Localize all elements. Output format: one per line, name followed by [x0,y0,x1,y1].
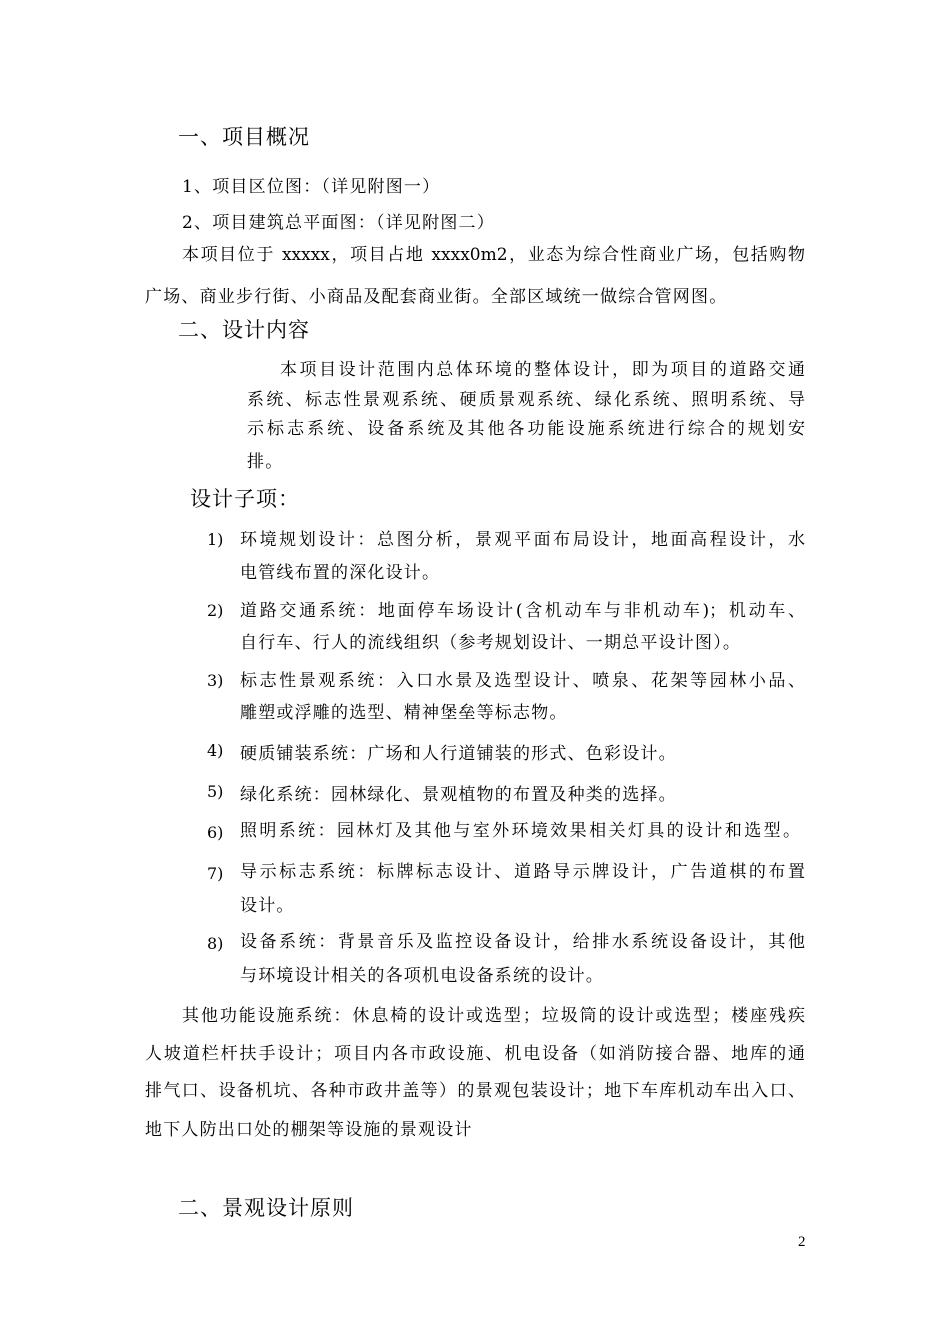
subitem-number: 6) [207,823,224,842]
subitem-number: 8) [207,934,224,953]
subitem-line: 自行车、行人的流线组织（参考规划设计、一期总平设计图）。 [240,633,742,653]
subitem-line: 与环境设计相关的各项机电设备系统的设计。 [240,966,604,986]
subitem-line: 导示标志系统：标牌标志设计、道路导示牌设计，广告道棋的布置 [240,862,805,882]
design-paragraph-line: 排。 [247,452,284,472]
subitem-number: 7) [207,864,224,883]
overview-paragraph-line: 广场、商业步行街、小商品及配套商业街。全部区域统一做综合管网图。 [145,287,728,307]
overview-item-2: 2、项目建筑总平面图：（详见附图二） [182,213,495,233]
section-heading-design: 二、设计内容 [178,318,310,342]
subitem-line: 绿化系统：园林绿化、景观植物的布置及种类的选择。 [240,785,677,805]
subitem-line: 照明系统：园林灯及其他与室外环境效果相关灯具的设计和选型。 [240,821,800,841]
overview-paragraph-line: 本项目位于 xxxxx，项目占地 xxxx0m2，业态为综合性商业广场，包括购物 [182,245,805,265]
other-paragraph-line: 人坡道栏杆扶手设计；项目内各市政设施、机电设备（如消防接合器、地库的通 [145,1044,805,1064]
overview-item-1: 1、项目区位图：（详见附图一） [182,177,441,197]
design-paragraph-line: 示标志系统、设备系统及其他各功能设施系统进行综合的规划安 [247,419,805,439]
subitem-number: 4) [207,741,224,760]
subitem-line: 设计。 [240,896,295,916]
page-number: 2 [798,1234,806,1250]
subitem-number: 1) [207,530,224,549]
subitem-number: 2) [207,601,224,620]
subitem-number: 5) [207,782,224,801]
section-heading-overview: 一、项目概况 [178,125,310,149]
subitem-line: 电管线布置的深化设计。 [240,563,441,583]
subitem-line: 硬质铺装系统：广场和人行道铺装的形式、色彩设计。 [240,744,677,764]
subitems-heading: 设计子项： [190,487,300,511]
subitem-line: 设备系统：背景音乐及监控设备设计，给排水系统设备设计，其他 [240,932,805,952]
subitem-line: 环境规划设计：总图分析，景观平面布局设计，地面高程设计，水 [240,530,805,550]
subitem-line: 雕塑或浮雕的选型、精神堡垒等标志物。 [240,703,568,723]
section-heading-principle: 二、景观设计原则 [178,1196,354,1220]
design-paragraph-line: 本项目设计范围内总体环境的整体设计，即为项目的道路交通 [280,360,805,380]
other-paragraph-line: 其他功能设施系统：休息椅的设计或选型；垃圾筒的设计或选型；楼座残疾 [182,1006,805,1026]
other-paragraph-line: 地下人防出口处的棚架等设施的景观设计 [145,1120,473,1140]
subitem-line: 道路交通系统：地面停车场设计(含机动车与非机动车)；机动车、 [240,601,805,621]
other-paragraph-line: 排气口、设备机坑、各种市政井盖等）的景观包装设计；地下车库机动车出入口、 [145,1081,805,1101]
subitem-number: 3) [207,671,224,690]
subitem-line: 标志性景观系统：入口水景及选型设计、喷泉、花架等园林小品、 [240,671,805,691]
design-paragraph-line: 系统、标志性景观系统、硬质景观系统、绿化系统、照明系统、导 [247,390,805,410]
